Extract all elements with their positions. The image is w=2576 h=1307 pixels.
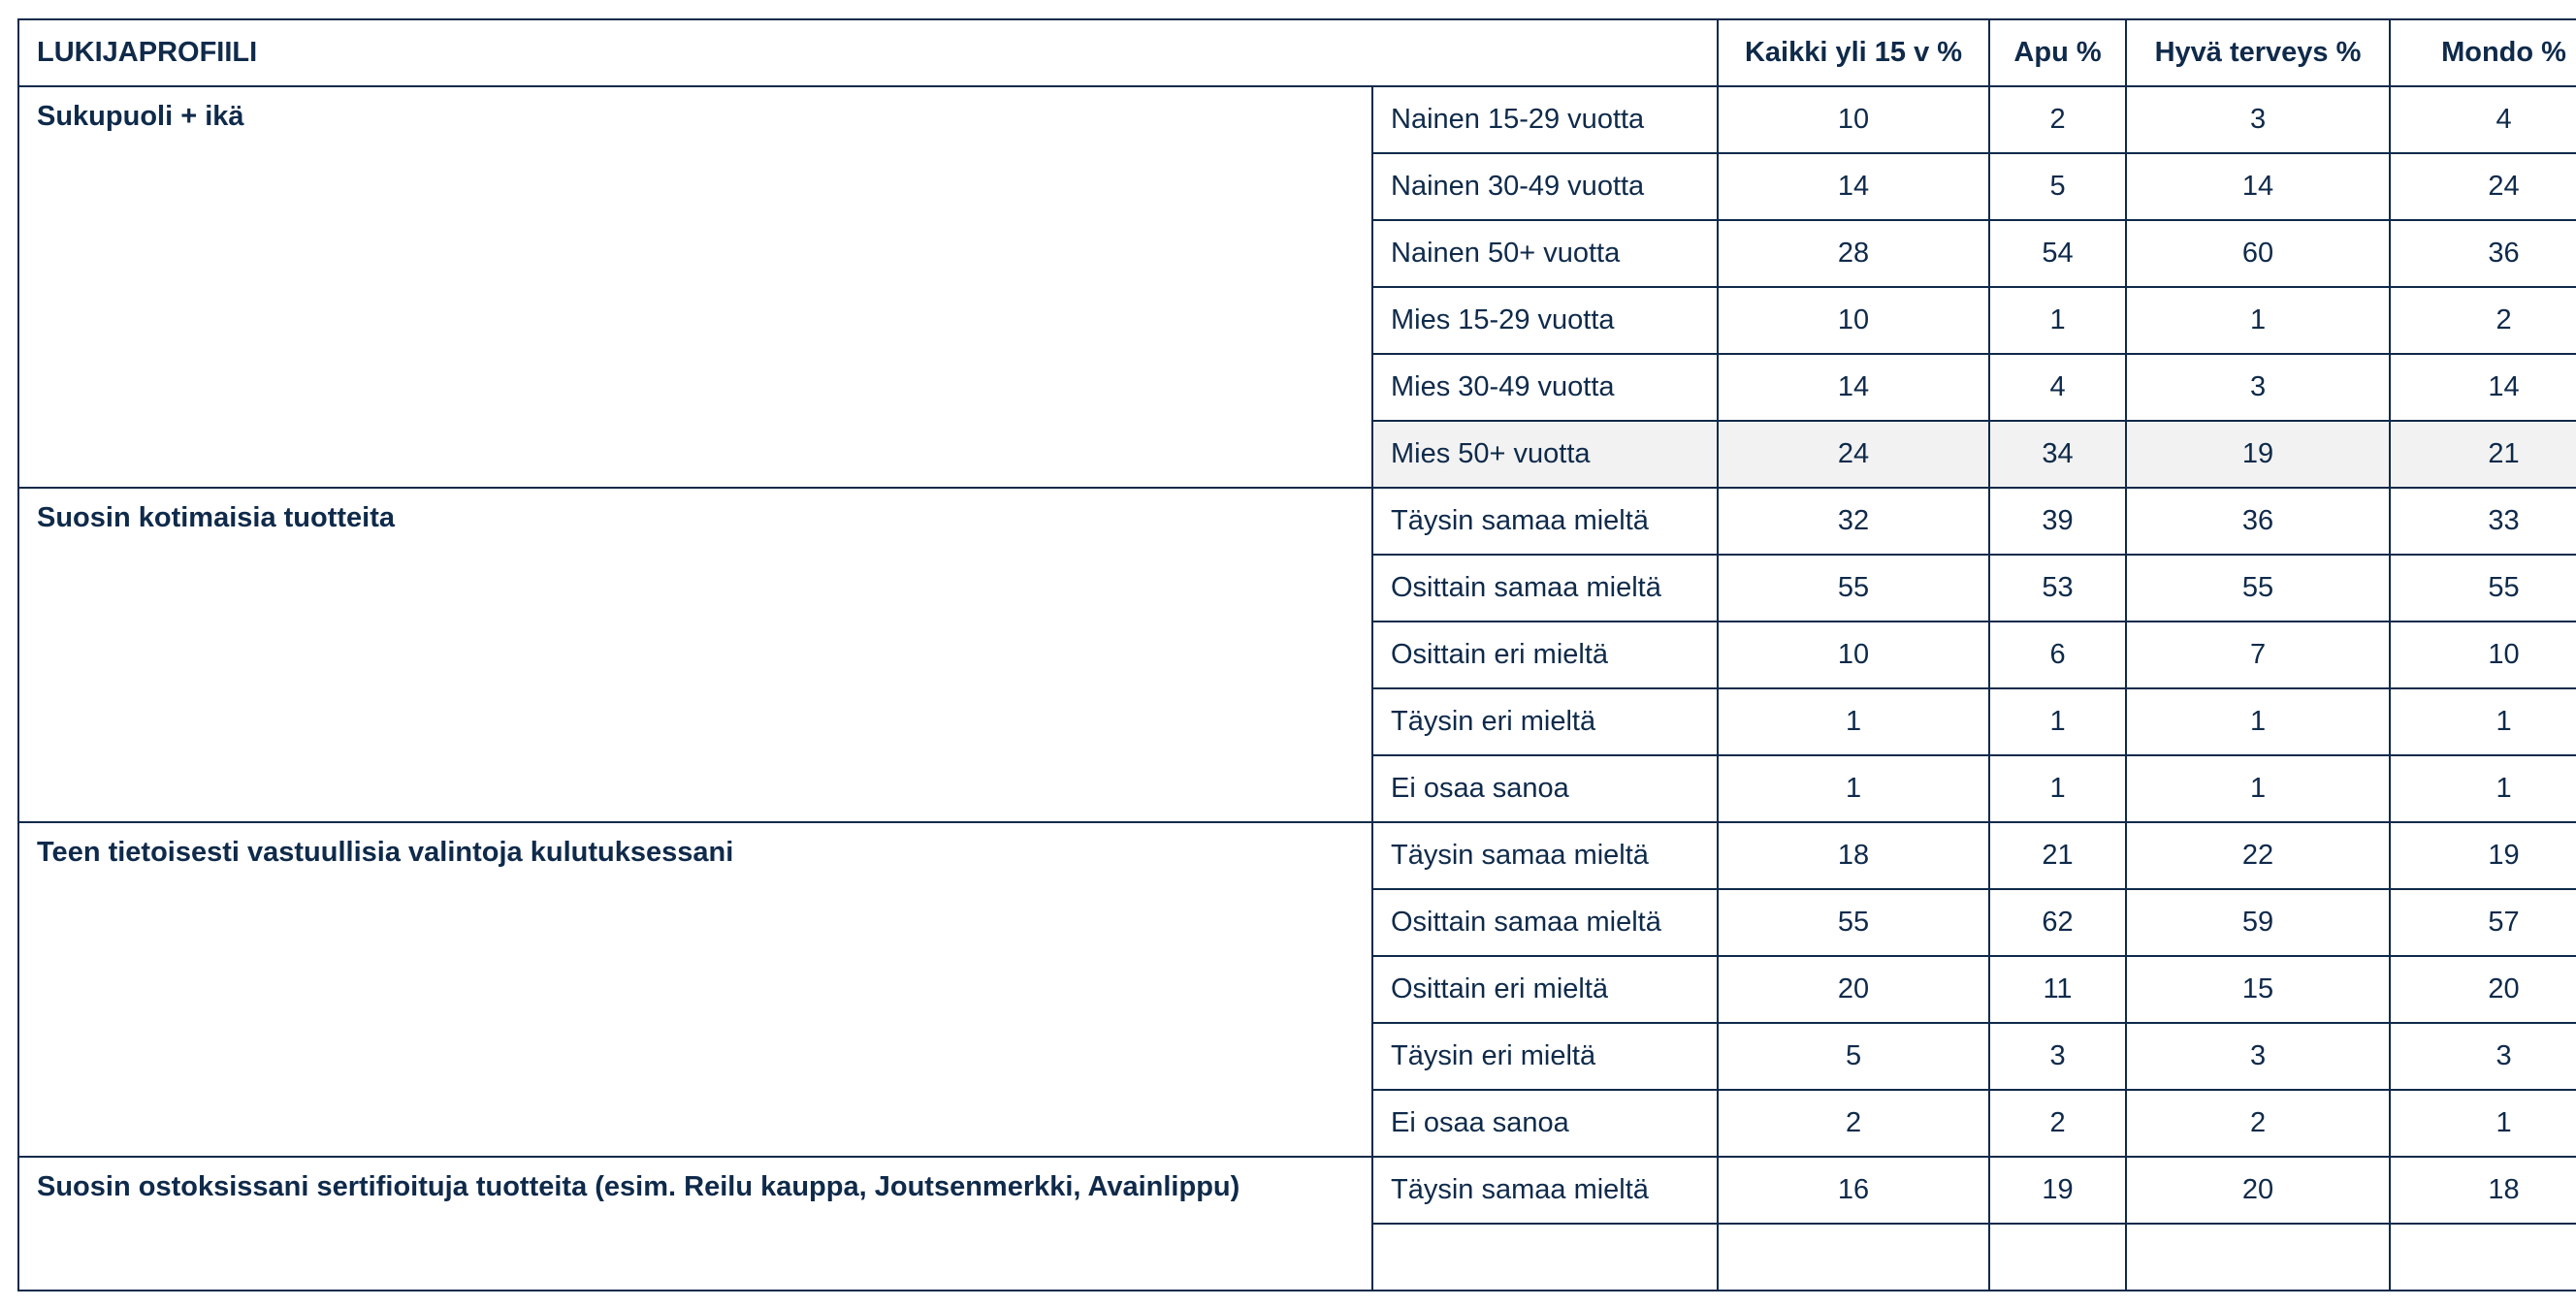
row-label: Ei osaa sanoa	[1372, 755, 1718, 822]
column-header-hyva-terveys: Hyvä terveys %	[2126, 19, 2390, 86]
table-row	[18, 86, 2576, 153]
group-label: Suosin ostoksissani sertifioituja tuotteita (esim. Reilu kauppa, Joutsenmerkki, Avainlippu)	[18, 1157, 1372, 1291]
row-label: Nainen 30-49 vuotta	[1372, 153, 1718, 220]
value-cell: 14	[2126, 153, 2390, 220]
value-cell: 10	[1718, 86, 1989, 153]
value-cell: 14	[1718, 354, 1989, 421]
group-label: Teen tietoisesti vastuullisia valintoja kulutuksessani	[18, 822, 1372, 1157]
row-label: Osittain eri mieltä	[1372, 956, 1718, 1023]
value-cell	[2126, 1224, 2390, 1291]
row-label	[1372, 1224, 1718, 1291]
row-label: Osittain eri mieltä	[1372, 622, 1718, 688]
value-cell: 1	[2390, 1090, 2576, 1157]
row-label: Ei osaa sanoa	[1372, 1090, 1718, 1157]
column-header-all: Kaikki yli 15 v %	[1718, 19, 1989, 86]
value-cell: 19	[2390, 822, 2576, 889]
value-cell: 1	[2390, 755, 2576, 822]
value-cell: 16	[1718, 1157, 1989, 1224]
header-row	[18, 19, 2576, 86]
value-cell: 11	[1989, 956, 2126, 1023]
value-cell	[2390, 1224, 2576, 1291]
value-cell: 1	[2126, 287, 2390, 354]
value-cell: 18	[2390, 1157, 2576, 1224]
value-cell: 1	[1989, 688, 2126, 755]
value-cell: 1	[1718, 688, 1989, 755]
value-cell: 24	[1718, 421, 1989, 488]
value-cell: 1	[2390, 688, 2576, 755]
value-cell: 54	[1989, 220, 2126, 287]
table-row	[18, 822, 2576, 889]
row-label: Täysin eri mieltä	[1372, 688, 1718, 755]
row-label: Täysin samaa mieltä	[1372, 1157, 1718, 1224]
column-header-mondo: Mondo %	[2390, 19, 2576, 86]
value-cell: 14	[2390, 354, 2576, 421]
row-label: Täysin eri mieltä	[1372, 1023, 1718, 1090]
value-cell: 1	[1718, 755, 1989, 822]
value-cell: 55	[1718, 889, 1989, 956]
value-cell	[1989, 1224, 2126, 1291]
value-cell: 20	[2390, 956, 2576, 1023]
row-label: Nainen 50+ vuotta	[1372, 220, 1718, 287]
value-cell: 2	[1989, 86, 2126, 153]
value-cell: 55	[1718, 555, 1989, 622]
value-cell: 2	[2390, 287, 2576, 354]
value-cell: 55	[2390, 555, 2576, 622]
value-cell: 20	[2126, 1157, 2390, 1224]
value-cell: 10	[1718, 287, 1989, 354]
value-cell: 3	[2126, 86, 2390, 153]
value-cell: 57	[2390, 889, 2576, 956]
value-cell: 19	[1989, 1157, 2126, 1224]
value-cell: 3	[2126, 354, 2390, 421]
value-cell: 24	[2390, 153, 2576, 220]
value-cell: 6	[1989, 622, 2126, 688]
value-cell: 3	[1989, 1023, 2126, 1090]
value-cell: 3	[2126, 1023, 2390, 1090]
value-cell: 59	[2126, 889, 2390, 956]
value-cell: 28	[1718, 220, 1989, 287]
value-cell: 36	[2126, 488, 2390, 555]
value-cell: 4	[1989, 354, 2126, 421]
value-cell: 55	[2126, 555, 2390, 622]
value-cell: 62	[1989, 889, 2126, 956]
row-label: Mies 50+ vuotta	[1372, 421, 1718, 488]
table-title: LUKIJAPROFIILI	[18, 19, 1718, 86]
value-cell: 10	[1718, 622, 1989, 688]
value-cell: 2	[1989, 1090, 2126, 1157]
value-cell: 1	[2126, 755, 2390, 822]
table-row	[18, 1157, 2576, 1224]
value-cell: 2	[2126, 1090, 2390, 1157]
value-cell: 19	[2126, 421, 2390, 488]
row-label: Nainen 15-29 vuotta	[1372, 86, 1718, 153]
value-cell: 39	[1989, 488, 2126, 555]
column-header-apu: Apu %	[1989, 19, 2126, 86]
table-row	[18, 488, 2576, 555]
value-cell: 14	[1718, 153, 1989, 220]
value-cell: 36	[2390, 220, 2576, 287]
value-cell: 1	[1989, 287, 2126, 354]
value-cell: 10	[2390, 622, 2576, 688]
value-cell: 15	[2126, 956, 2390, 1023]
value-cell	[1718, 1224, 1989, 1291]
value-cell: 20	[1718, 956, 1989, 1023]
row-label: Mies 30-49 vuotta	[1372, 354, 1718, 421]
value-cell: 7	[2126, 622, 2390, 688]
row-label: Osittain samaa mieltä	[1372, 889, 1718, 956]
value-cell: 21	[2390, 421, 2576, 488]
row-label: Täysin samaa mieltä	[1372, 488, 1718, 555]
value-cell: 5	[1718, 1023, 1989, 1090]
value-cell: 34	[1989, 421, 2126, 488]
value-cell: 1	[2126, 688, 2390, 755]
group-label: Suosin kotimaisia tuotteita	[18, 488, 1372, 822]
row-label: Osittain samaa mieltä	[1372, 555, 1718, 622]
value-cell: 32	[1718, 488, 1989, 555]
row-label: Mies 15-29 vuotta	[1372, 287, 1718, 354]
value-cell: 1	[1989, 755, 2126, 822]
value-cell: 33	[2390, 488, 2576, 555]
reader-profile-table-wrapper	[17, 18, 2576, 1291]
value-cell: 2	[1718, 1090, 1989, 1157]
reader-profile-table	[17, 18, 2576, 1291]
value-cell: 5	[1989, 153, 2126, 220]
value-cell: 21	[1989, 822, 2126, 889]
value-cell: 18	[1718, 822, 1989, 889]
value-cell: 60	[2126, 220, 2390, 287]
value-cell: 3	[2390, 1023, 2576, 1090]
value-cell: 22	[2126, 822, 2390, 889]
group-label: Sukupuoli + ikä	[18, 86, 1372, 488]
value-cell: 53	[1989, 555, 2126, 622]
value-cell: 4	[2390, 86, 2576, 153]
row-label: Täysin samaa mieltä	[1372, 822, 1718, 889]
